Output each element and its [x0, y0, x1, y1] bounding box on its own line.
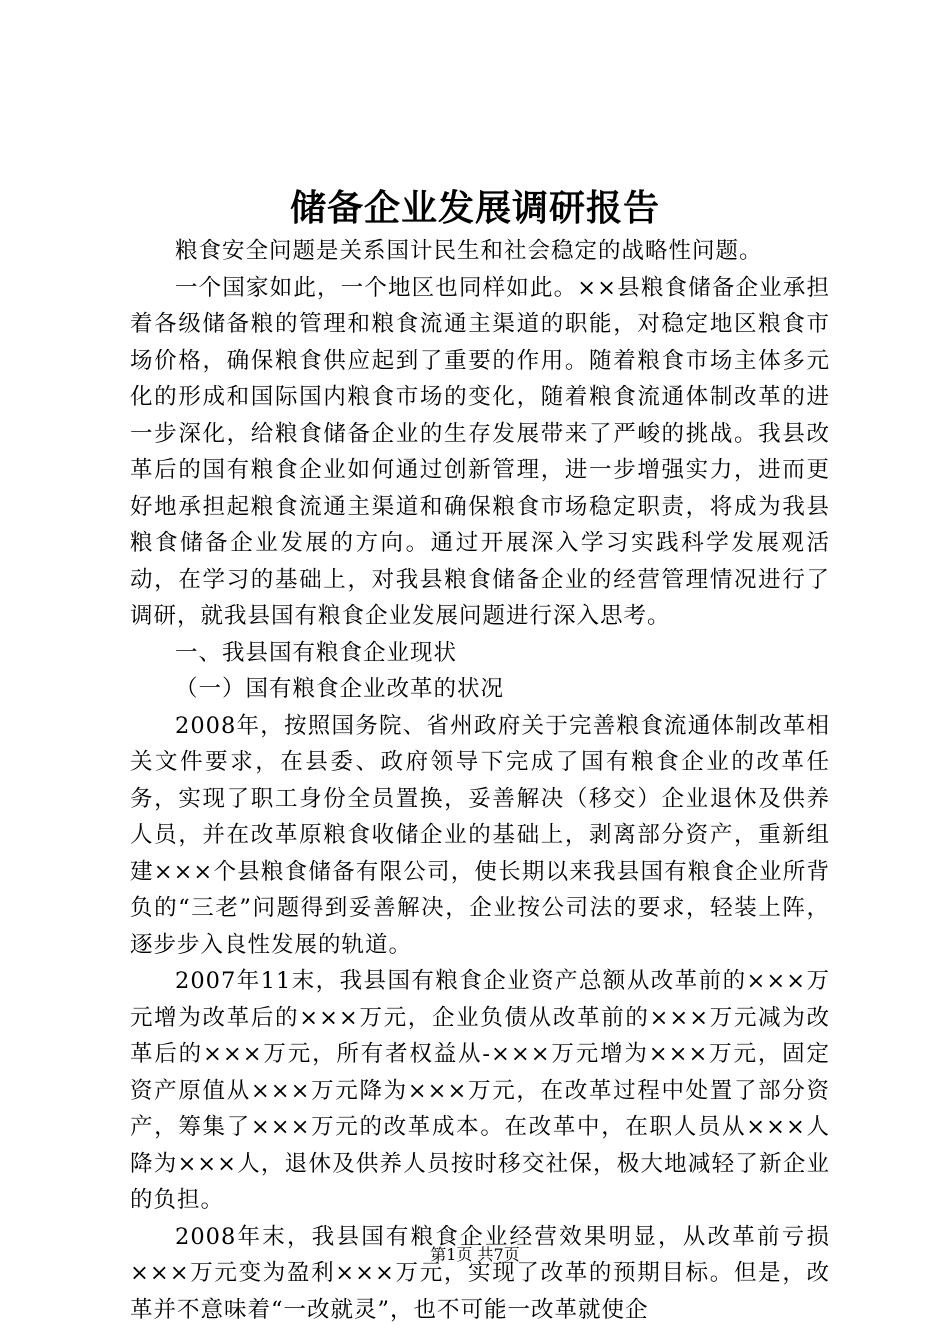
paragraph-background: 一个国家如此，一个地区也同样如此。××县粮食储备企业承担着各级储备粮的管理和粮食流通主渠道的职能，对稳定地区粮食市场价格，确保粮食供应起到了重要的作用。随着粮食市场主体多元化的形成和国际国内粮食市场的变化，随着粮食流通体制改革的进一步深化，给粮食储备企业的生存发展带来了严峻的挑战。我县改革后的国有粮食企业如何通过创新管理，进一步增强实力，进而更好地承担起粮食流通主渠道和确保粮食市场稳定职责，将成为我县粮食储备企业发展的方向。通过开展深入学习实践科学发展观活动，在学习的基础上，对我县粮食储备企业的经营管理情况进行了调研，就我县国有粮食企业发展问题进行深入思考。	[130, 274, 830, 629]
document-title: 储备企业发展调研报告	[289, 187, 660, 229]
page-number-footer: 第1页 共7页	[430, 1245, 520, 1264]
document-body	[130, 233, 830, 1328]
paragraph-intro: 粮食安全问题是关系国计民生和社会稳定的战略性问题。	[175, 238, 763, 264]
paragraph-assets-2007: 2007年11末，我县国有粮食企业资产总额从改革前的×××万元增为改革后的×××万元，企业负债从改革前的×××万元减为改革后的×××万元，所有者权益从-×××万元增为×××万元，固定资产原值从×××万元降为×××万元，在改革过程中处置了部分资产，筹集了×××万元的改革成本。在改革中，在职人员从×××人降为×××人，退休及供养人员按时移交社保，极大地减轻了新企业的负担。	[130, 968, 830, 1213]
paragraph-results-2008: 2008年末，我县国有粮食企业经营效果明显，从改革前亏损×××万元变为盈利×××万元，实现了改革的预期目标。但是，改革并不意味着“一改就灵”，也不可能一改革就使企	[130, 1223, 830, 1323]
section-heading-1: 一、我县国有粮食企业现状	[175, 639, 458, 666]
subsection-heading-1: （一）国有粮食企业改革的状况	[175, 676, 505, 702]
paragraph-reform-2008: 2008年，按照国务院、省州政府关于完善粮食流通体制改革相关文件要求，在县委、政府领导下完成了国有粮食企业的改革任务，实现了职工身份全员置换，妥善解决（移交）企业退休及供养人员，并在改革原粮食收储企业的基础上，剥离部分资产，重新组建×××个县粮食储备有限公司，使长期以来我县国有粮食企业所背负的“三老”问题得到妥善解决，企业按公司法的要求，轻装上阵，逐步步入良性发展的轨道。	[130, 712, 830, 958]
